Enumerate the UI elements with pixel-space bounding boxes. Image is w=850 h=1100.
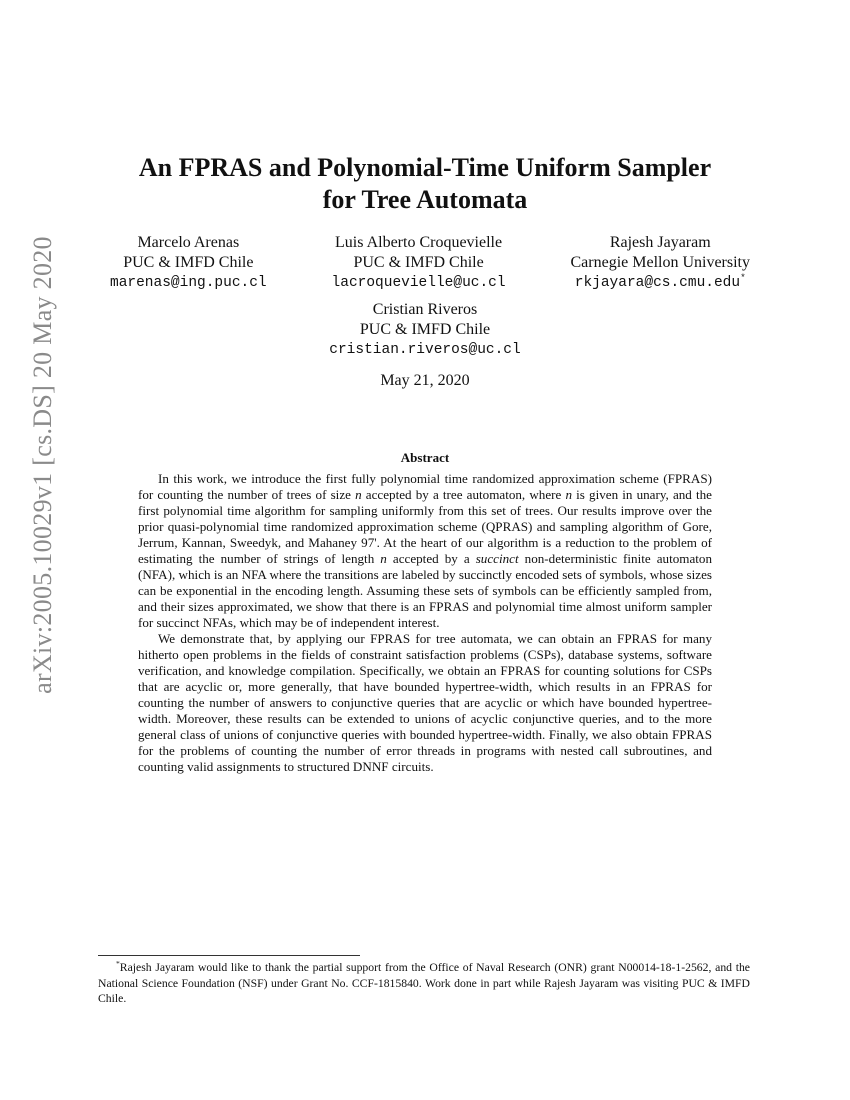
author-email-line bbox=[570, 273, 750, 293]
paper-title bbox=[0, 152, 850, 216]
author-affiliation: PUC & IMFD Chile bbox=[123, 254, 254, 271]
footnote bbox=[98, 960, 750, 1007]
paper-date: May 21, 2020 bbox=[380, 372, 470, 389]
authors-row bbox=[110, 233, 750, 293]
footnote-mark: * bbox=[740, 272, 746, 284]
author-affiliation: PUC & IMFD Chile bbox=[359, 321, 491, 338]
title-line-2: for Tree Automata bbox=[322, 185, 528, 214]
abstract-heading: Abstract bbox=[400, 450, 450, 465]
title-line-1: An FPRAS and Polynomial-Time Uniform Sampler bbox=[138, 153, 712, 182]
footnote-divider bbox=[98, 955, 360, 956]
author-name: Marcelo Arenas bbox=[137, 234, 240, 251]
footnote-mark: * bbox=[116, 959, 120, 969]
author-email: rkjayara@cs.cmu.edu bbox=[574, 275, 741, 291]
author-name: Rajesh Jayaram bbox=[609, 234, 711, 251]
author-affiliation: PUC & IMFD Chile bbox=[353, 254, 484, 271]
author-email: marenas@ing.puc.cl bbox=[110, 275, 267, 291]
abstract-paragraph-1: In this work, we introduce the first fully polynomial time randomized approximation scheme (FPRAS) for counting the number of trees of size n accepted by a tree automaton, where n is given in unary, and the first polynomial time algorithm for sampling uniformly from this set of trees. Our results improve over the prior quasi-polynomial time randomized approximation scheme (QPRAS) and sampling algorithm of Gore, Jerrum, Kannan, Sweedyk, and Mahaney 97'. At the heart of our algorithm is a reduction to the problem of estimating the number of strings of length n accepted by a succinct non-deterministic finite automaton (NFA), which is an NFA where the transitions are labeled by succinctly encoded sets of symbols, whose sizes can be exponential in the encoding length. Assuming these sets of symbols can be efficiently sampled from, and their sizes approximated, we show that there is an FPRAS and polynomial time almost uniform sampler for succinct NFAs, which may be of independent interest. bbox=[138, 471, 712, 630]
author-block bbox=[0, 300, 850, 360]
author-block bbox=[570, 233, 750, 293]
footnote-text: Rajesh Jayaram would like to thank the partial support from the Office of Naval Research (ONR) grant N00014-18-1-2562, and the National Science Foundation (NSF) under Grant No. CCF-1815840. Work done in part while Rajesh Jayaram was visiting PUC & IMFD Chile. bbox=[98, 961, 750, 1005]
abstract-body bbox=[138, 471, 712, 775]
author-email: cristian.riveros@uc.cl bbox=[329, 342, 521, 358]
author-block bbox=[110, 233, 267, 293]
author-name: Luis Alberto Croquevielle bbox=[335, 234, 503, 251]
author-block bbox=[332, 233, 506, 293]
author-affiliation: Carnegie Mellon University bbox=[570, 254, 750, 271]
arxiv-stamp-text: arXiv:2005.10029v1 [cs.DS] 20 May 2020 bbox=[28, 236, 58, 694]
emphasis-succinct: succinct bbox=[475, 551, 519, 566]
author-email: lacroquevielle@uc.cl bbox=[331, 275, 506, 291]
author-name: Cristian Riveros bbox=[372, 301, 478, 318]
abstract-paragraph-2: We demonstrate that, by applying our FPRAS for tree automata, we can obtain an FPRAS for many hitherto open problems in the fields of constraint satisfaction problems (CSPs), database systems, software verification, and knowledge compilation. Specifically, we obtain an FPRAS for counting solutions for CSPs that are acyclic or, more generally, that have bounded hypertree-width, which results in an FPRAS for counting the number of answers to conjunctive queries that are acyclic or which have bounded hypertree-width. Moreover, these results can be extended to unions of acyclic conjunctive queries, and to the more general class of unions of conjunctive queries with bounded hypertree-width. Finally, we also obtain FPRAS for the problems of counting the number of error threads in programs with nested call subroutines, and counting valid assignments to structured DNNF circuits. bbox=[138, 631, 712, 774]
